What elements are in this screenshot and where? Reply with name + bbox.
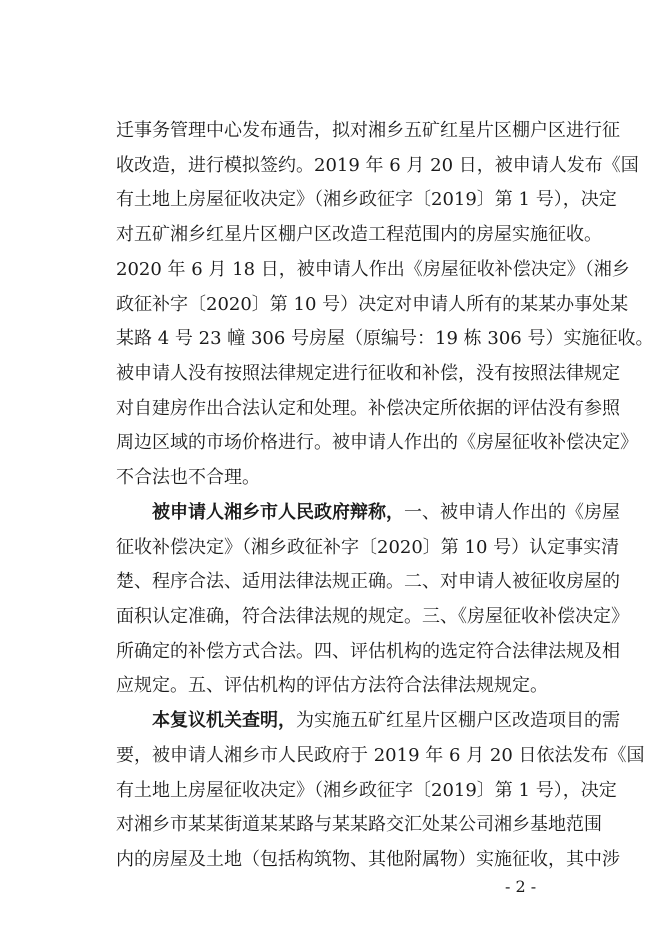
paragraph-1-line-6: 政征补字〔2020〕第 10 号）决定对申请人所有的某某办事处某: [116, 294, 629, 315]
paragraph-2-line-6: 应规定。五、评估机构的评估方法符合法律法规规定。: [116, 675, 548, 696]
paragraph-3-line-2: 要，被申请人湘乡市人民政府于 2019 年 6 月 20 日依法发布《国: [116, 745, 645, 766]
paragraph-3-line-5: 内的房屋及土地（包括构筑物、其他附属物）实施征收，其中涉: [116, 849, 620, 870]
paragraph-1-line-7: 某路 4 号 23 幢 306 号房屋（原编号：19 栋 306 号）实施征收。: [116, 328, 654, 349]
paragraph-2-line-4: 面积认定准确，符合法律法规的规定。三、《房屋征收补偿决定》: [116, 606, 629, 627]
paragraph-1-line-11: 不合法也不合理。: [116, 467, 260, 488]
paragraph-3-line-1: [152, 710, 620, 731]
paragraph-3-lead: 本复议机关查明，: [152, 710, 296, 731]
paragraph-2-line-1-rest: 一、被申请人作出的《房屋: [404, 502, 620, 523]
paragraph-1-line-4: 对五矿湘乡红星片区棚户区改造工程范围内的房屋实施征收。: [116, 224, 602, 245]
page-number: - 2 -: [505, 877, 537, 896]
paragraph-3-line-3: 有土地上房屋征收决定》（湘乡政征字〔2019〕第 1 号），决定: [116, 780, 617, 801]
paragraph-1-line-9: 对自建房作出合法认定和处理。补偿决定所依据的评估没有参照: [116, 398, 620, 419]
paragraph-2-line-5: 所确定的补偿方式合法。四、评估机构的选定符合法律法规及相: [116, 641, 620, 662]
paragraph-3-line-4: 对湘乡市某某街道某某路与某某路交汇处某公司湘乡基地范围: [116, 814, 602, 835]
paragraph-2-lead: 被申请人湘乡市人民政府辩称，: [152, 502, 404, 523]
paragraph-3-line-1-rest: 为实施五矿红星片区棚户区改造项目的需: [296, 710, 620, 731]
paragraph-1-line-3: 有土地上房屋征收决定》（湘乡政征字〔2019〕第 1 号），决定: [116, 189, 617, 210]
paragraph-1-line-5: 2020 年 6 月 18 日，被申请人作出《房屋征收补偿决定》（湘乡: [116, 259, 630, 280]
paragraph-1-line-1: 迁事务管理中心发布通告，拟对湘乡五矿红星片区棚户区进行征: [116, 120, 620, 141]
paragraph-1-line-10: 周边区域的市场价格进行。被申请人作出的《房屋征收补偿决定》: [116, 432, 638, 453]
paragraph-2-line-2: 征收补偿决定》（湘乡政征补字〔2020〕第 10 号）认定事实清: [116, 537, 620, 558]
paragraph-1-line-2: 收改造，进行模拟签约。2019 年 6 月 20 日，被申请人发布《国: [116, 155, 639, 176]
paragraph-1-line-8: 被申请人没有按照法律规定进行征收和补偿，没有按照法律规定: [116, 363, 620, 384]
paragraph-2-line-1: [152, 502, 620, 523]
paragraph-2-line-3: 楚、程序合法、适用法律法规正确。二、对申请人被征收房屋的: [116, 571, 620, 592]
